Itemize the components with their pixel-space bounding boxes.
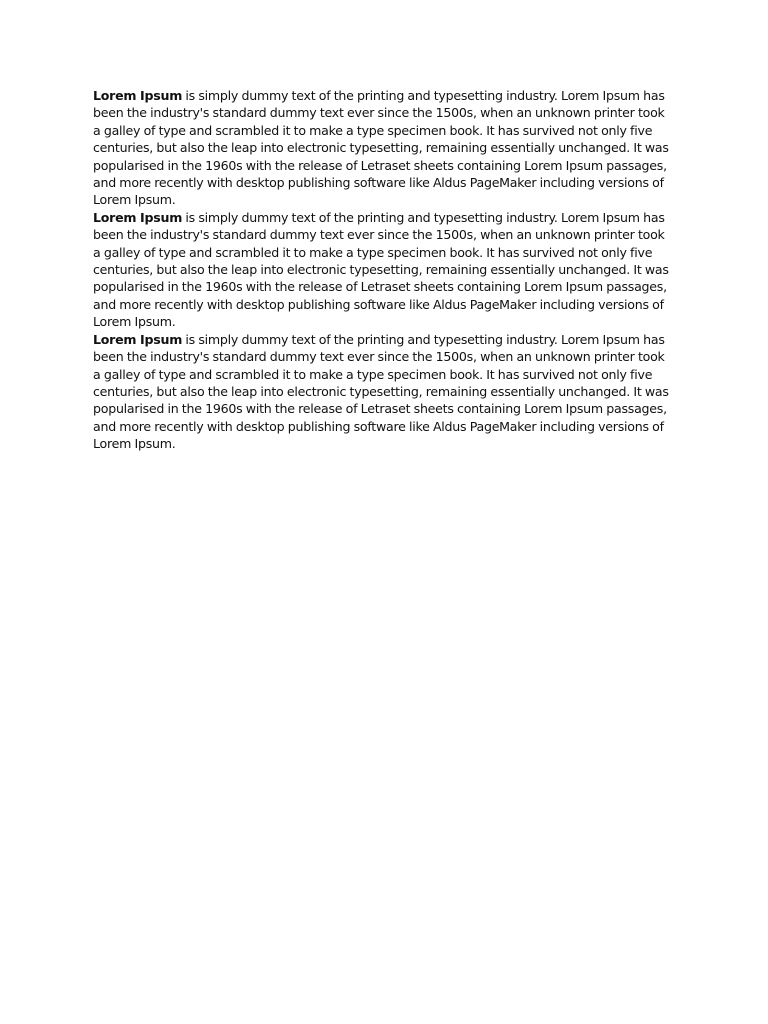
paragraph-lead: Lorem Ipsum (93, 88, 183, 103)
paragraph-text: is simply dummy text of the printing and typesetting industry. Lorem Ipsum has been the industry's standard dummy text ever since the 1500s, when an unknown printer took a galley of type and scrambled it to make a type specimen book. It has survived not only five centuries, but also the leap into electronic typesetting, remaining essentially unchanged. It was popularised in the 1960s with the release of Letraset sheets containing Lorem Ipsum passages, and more recently with desktop publishing software like Aldus PageMaker including versions of Lorem Ipsum. (93, 331, 669, 452)
paragraph-3 (93, 331, 673, 453)
document-body (93, 87, 673, 453)
paragraph-1 (93, 87, 673, 209)
paragraph-text: is simply dummy text of the printing and typesetting industry. Lorem Ipsum has been the industry's standard dummy text ever since the 1500s, when an unknown printer took a galley of type and scrambled it to make a type specimen book. It has survived not only five centuries, but also the leap into electronic typesetting, remaining essentially unchanged. It was popularised in the 1960s with the release of Letraset sheets containing Lorem Ipsum passages, and more recently with desktop publishing software like Aldus PageMaker including versions of Lorem Ipsum. (93, 209, 669, 330)
paragraph-lead: Lorem Ipsum (93, 209, 183, 225)
paragraph-lead: Lorem Ipsum (93, 331, 183, 347)
paragraph-text: is simply dummy text of the printing and typesetting industry. Lorem Ipsum has been the industry's standard dummy text ever since the 1500s, when an unknown printer took a galley of type and scrambled it to make a type specimen book. It has survived not only five centuries, but also the leap into electronic typesetting, remaining essentially unchanged. It was popularised in the 1960s with the release of Letraset sheets containing Lorem Ipsum passages, and more recently with desktop publishing software like Aldus PageMaker including versions of Lorem Ipsum. (93, 88, 669, 208)
paragraph-2 (93, 209, 673, 331)
